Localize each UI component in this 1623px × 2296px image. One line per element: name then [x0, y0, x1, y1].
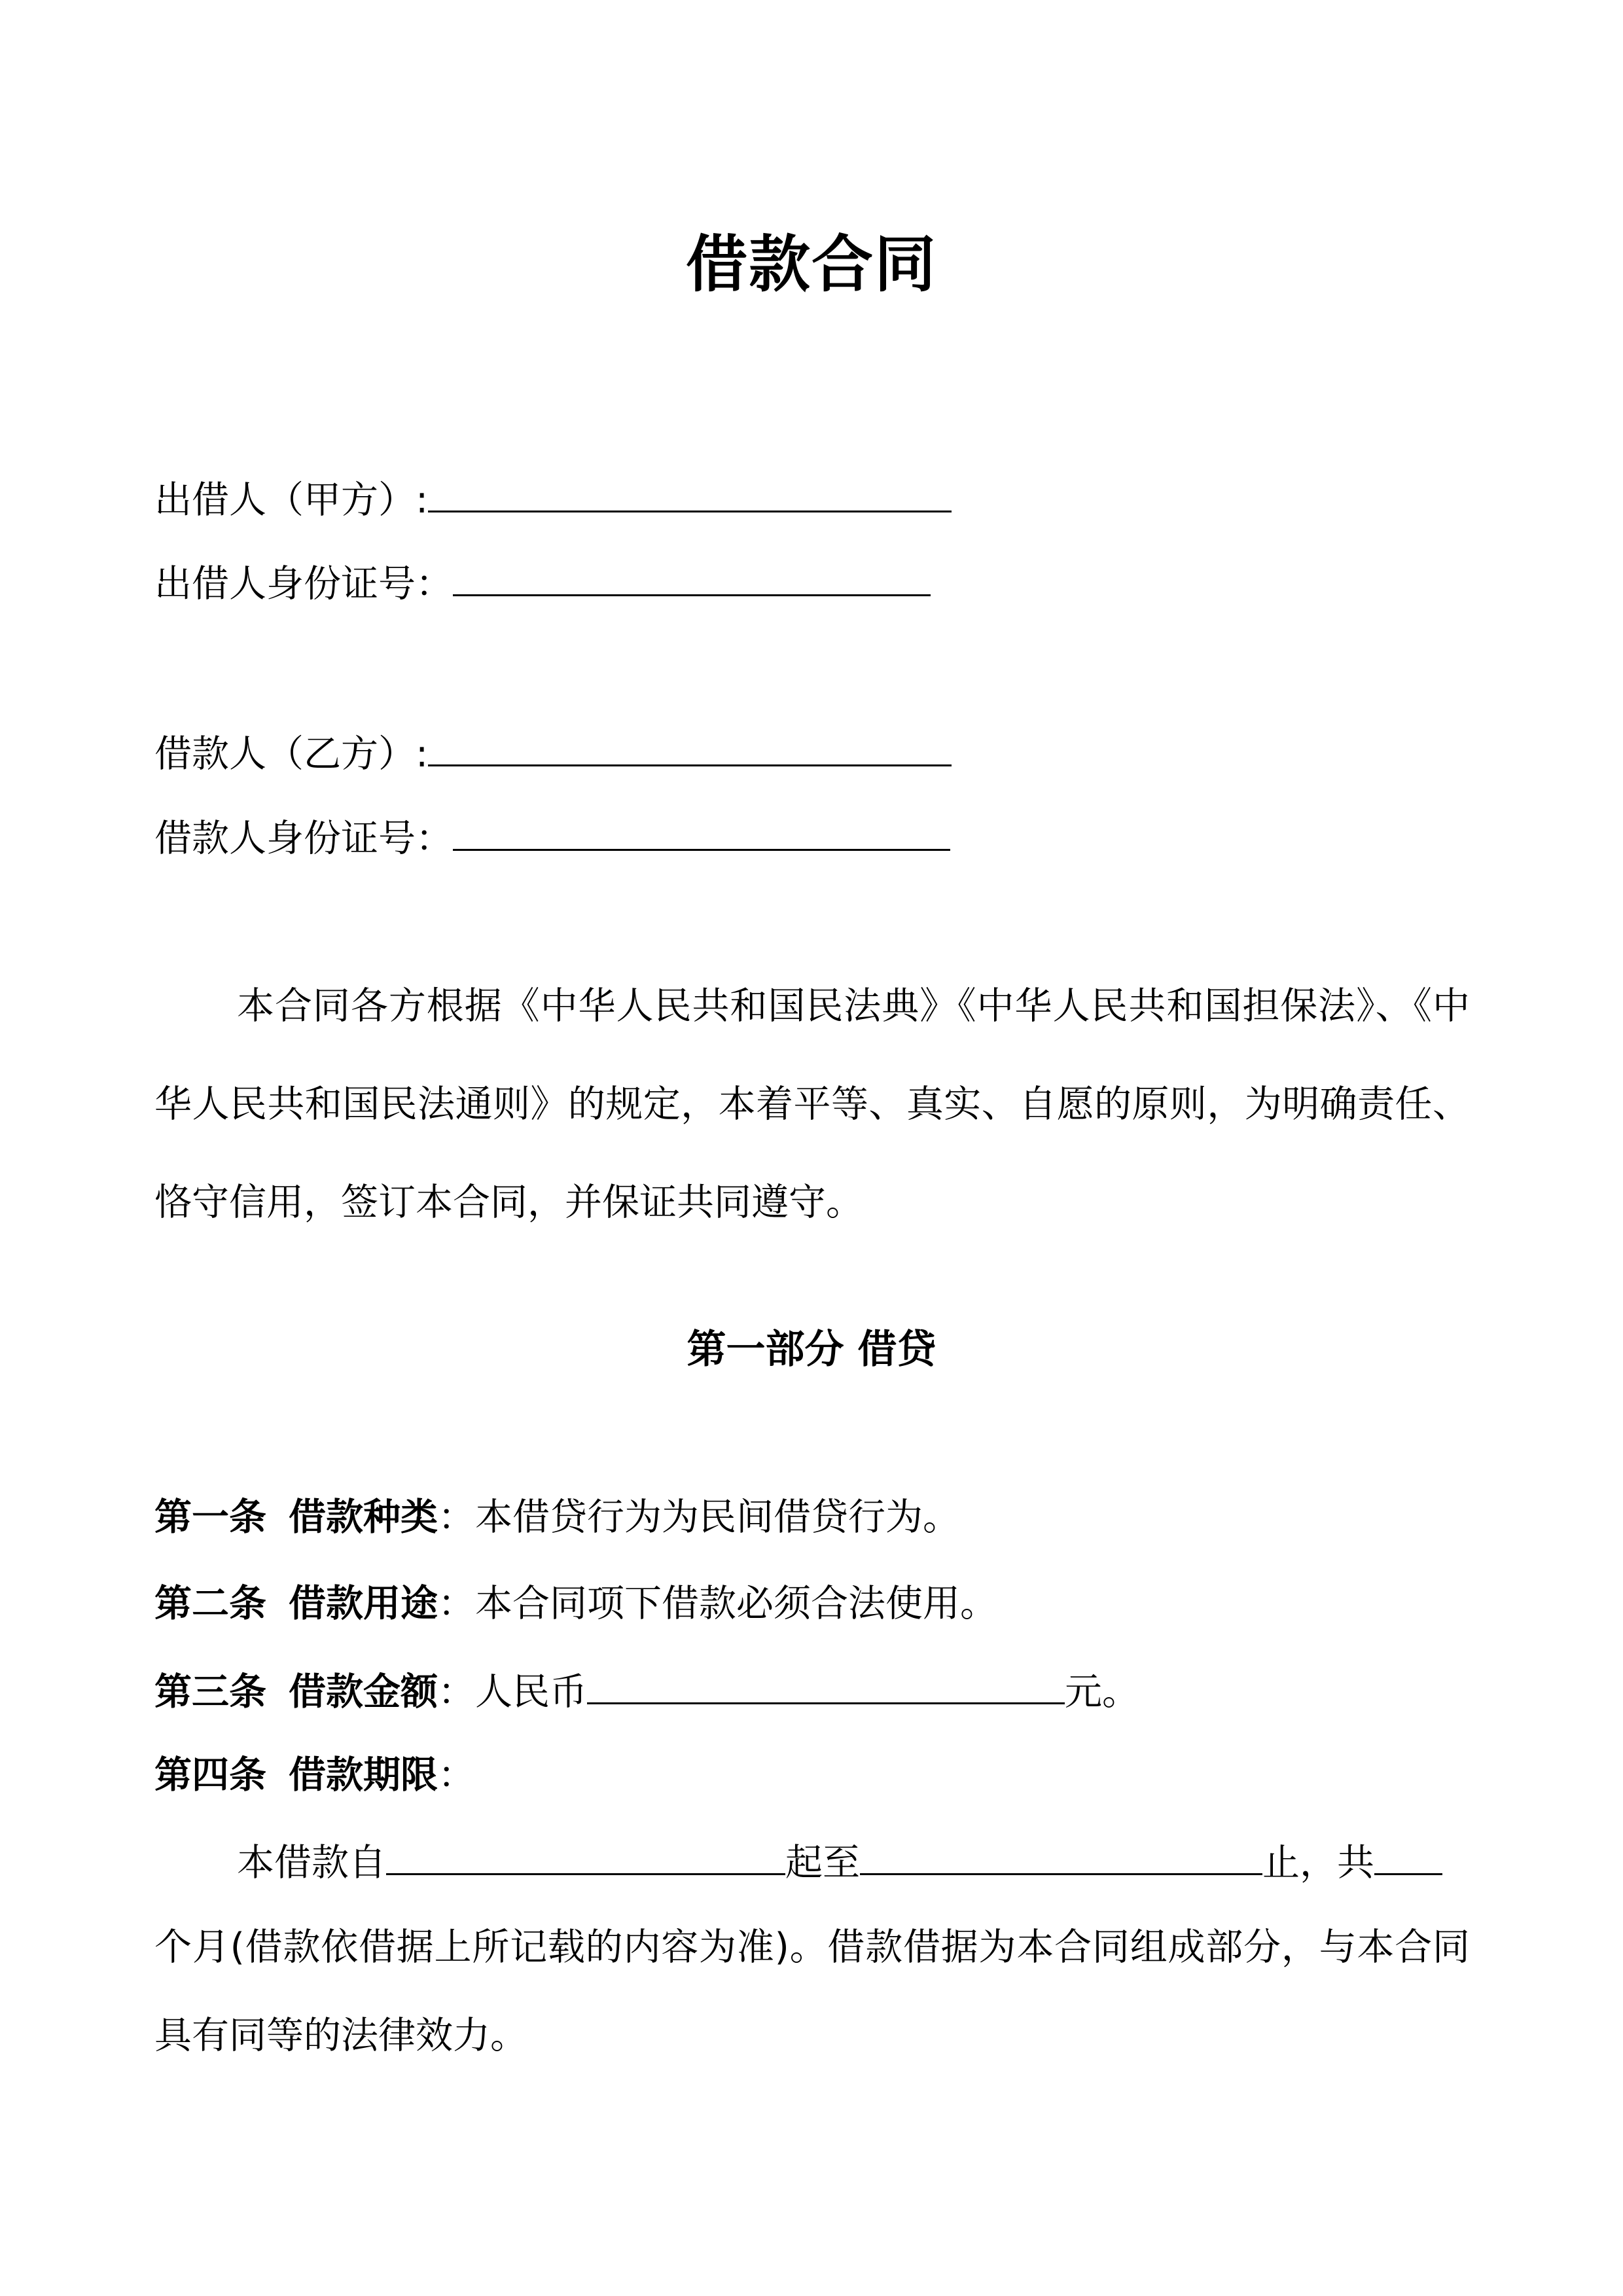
term-middle-text: 起至 [785, 1841, 860, 1884]
lender-label: 出借人（甲方）: [154, 478, 429, 522]
part-one-heading: 第一部分 借贷 [687, 1327, 936, 1372]
article-4-number: 第四条 [154, 1753, 266, 1797]
lender-name-field[interactable] [428, 471, 952, 512]
article-3-suffix: 元。 [1065, 1670, 1139, 1713]
borrower-name-field[interactable] [428, 725, 952, 766]
article-3-heading: 借款金额 [289, 1670, 438, 1713]
term-start-text: 本借款自 [237, 1841, 386, 1884]
preamble-paragraph: 本合同各方根据《中华人民共和国民法典》《中华人民共和国担保法》、《中华人民共和国民法通则》的规定，本着平等、真实、自愿的原则，为明确责任、恪守信用，签订本合同，并保证共同遵守。 [154, 984, 1470, 1224]
borrower-id-label: 借款人身份证号： [154, 817, 453, 860]
lender-id-line [154, 555, 931, 607]
loan-start-date-field[interactable] [386, 1834, 785, 1875]
article-2-text: 本合同项下借款必须合法使用。 [475, 1582, 997, 1625]
borrower-id-line [154, 810, 950, 862]
article-2-sep: ： [438, 1582, 475, 1625]
article-3-number: 第三条 [154, 1670, 266, 1713]
loan-amount-field[interactable] [587, 1663, 1065, 1704]
article-1 [154, 1491, 960, 1543]
article-4-sep: ： [438, 1753, 475, 1797]
article-4-heading: 借款期限 [289, 1753, 438, 1797]
document-title: 借款合同 [685, 229, 937, 300]
article-3-prefix: 人民币 [475, 1670, 587, 1713]
article-1-text: 本借贷行为为民间借贷行为。 [475, 1496, 960, 1539]
article-1-heading: 借款种类 [289, 1496, 438, 1539]
article-1-number: 第一条 [154, 1496, 266, 1539]
article-1-sep: ： [438, 1496, 475, 1539]
article-3 [154, 1663, 1139, 1715]
lender-line [154, 471, 952, 524]
loan-end-date-field[interactable] [860, 1834, 1262, 1875]
article-2-heading: 借款用途 [289, 1582, 438, 1625]
term-end-text: 止，共 [1262, 1841, 1374, 1884]
term-clause-line [237, 1834, 1442, 1886]
article-2 [154, 1577, 997, 1630]
loan-months-field[interactable] [1374, 1834, 1442, 1875]
borrower-id-field[interactable] [453, 810, 950, 851]
article-3-sep: ： [438, 1670, 475, 1713]
borrower-line [154, 725, 952, 778]
article-2-number: 第二条 [154, 1582, 266, 1625]
borrower-label: 借款人（乙方）: [154, 732, 429, 776]
article-4 [154, 1749, 475, 1801]
lender-id-label: 出借人身份证号： [154, 562, 453, 605]
term-clause-continuation: 个月(借款依借据上所记载的内容为准)。借款借据为本合同组成部分，与本合同具有同等的法律效力。 [154, 1926, 1470, 2057]
lender-id-field[interactable] [453, 555, 931, 596]
